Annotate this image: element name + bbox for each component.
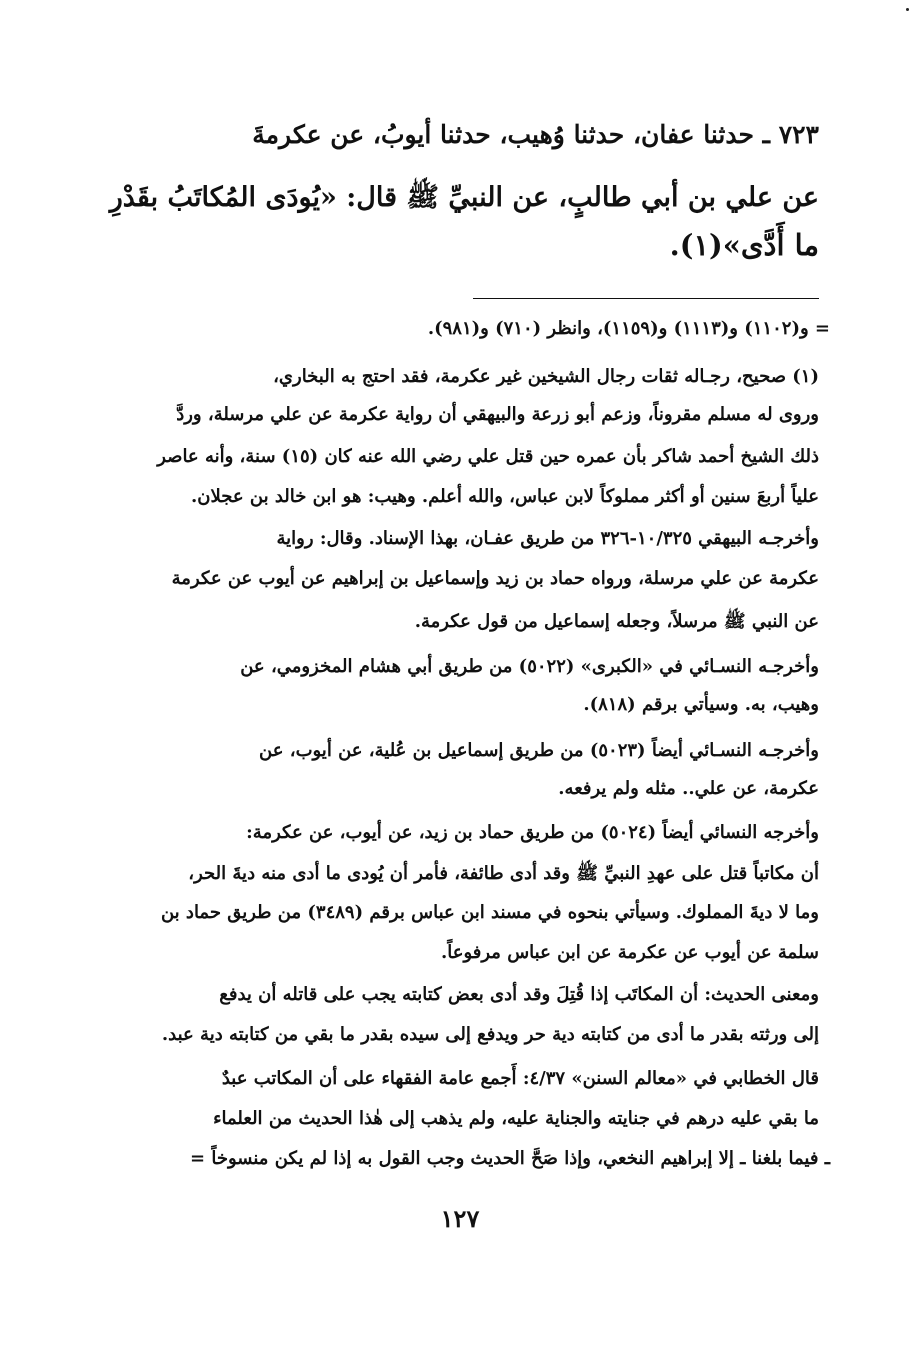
- footnote-line: عكرمة عن علي مرسلة، ورواه حماد بن زيد وإسماعيل بن إبراهيم عن أيوب عن عكرمة: [171, 568, 819, 589]
- hadith-line-3: ما أَدَّى»(١).: [669, 228, 819, 262]
- hadith-line-1: ٧٢٣ ـ حدثنا عفان، حدثنا وُهيب، حدثنا أيوبُ، عن عكرمةَ: [252, 120, 819, 149]
- footnote-line: ما بقي عليه درهم في جنايته والجناية عليه، ولم يذهب إلى هٰذا الحديث من العلماء: [213, 1108, 819, 1129]
- footnote-line: إلى ورثته بقدر ما أدى من كتابته دية حر ويدفع إلى سيده بقدر ما بقي من كتابته دية عبد.: [161, 1024, 819, 1045]
- footnote-line: سلمة عن أيوب عن عكرمة عن ابن عباس مرفوعاً.: [440, 942, 819, 963]
- footnote-line: أن مكاتباً قتل على عهدِ النبيِّ ﷺ وقد أدى طائفة، فأمر أن يُودى ما أدى منه ديةَ الحر،: [188, 863, 819, 884]
- footnote-line: ـ فيما بلغنا ـ إلا إبراهيم النخعي، وإذا صَحَّ الحديث وجب القول به إذا لم يكن منسوخاً =: [190, 1148, 830, 1169]
- footnote-line: وأخرجـه البيهقي ١٠/٣٢٥-٣٢٦ من طريق عفـان، بهذا الإسناد. وقال: رواية: [276, 528, 819, 549]
- footnote-line: قال الخطابي في «معالم السنن» ٤/٣٧: أَجمع عامة الفقهاء على أن المكاتب عبدٌ: [221, 1068, 819, 1089]
- page-number: ١٢٧: [440, 1204, 480, 1233]
- scan-speck: [906, 8, 909, 11]
- footnote-line: علياً أربعَ سنين أو أكثر مملوكاً لابن عباس، والله أعلم. وهيب: هو ابن خالد بن عجلان.: [191, 486, 819, 507]
- footnote-line: ذلك الشيخ أحمد شاكر بأن عمره حين قتل علي رضي الله عنه كان (١٥) سنة، وأنه عاصر: [157, 446, 819, 467]
- footnote-line: عن النبي ﷺ مرسلاً، وجعله إسماعيل من قول عكرمة.: [414, 611, 819, 632]
- footnote-line: وأخرجـه النسـائي أيضاً (٥٠٢٣) من طريق إسماعيل بن عُلية، عن أيوب، عن: [259, 740, 819, 761]
- footnote-line: ومعنى الحديث: أن المكاتَب إذا قُتِلَ وقد أدى بعض كتابته يجب على قاتله أن يدفع: [219, 984, 819, 1005]
- footnote-line: وهيب، به. وسيأتي برقم (٨١٨).: [583, 694, 819, 715]
- footnote-line: وروى له مسلم مقروناً، وزعم أبو زرعة والبيهقي أن رواية عكرمة عن علي مرسلة، وردَّ: [176, 404, 819, 425]
- footnote-separator: [473, 298, 819, 299]
- footnote-line: وما لا ديةَ المملوك. وسيأتي بنحوه في مسند ابن عباس برقم (٣٤٨٩) من طريق حماد بن: [160, 902, 819, 923]
- footnote-line: عكرمة، عن علي.. مثله ولم يرفعه.: [558, 778, 819, 799]
- footnote-line: وأخرجـه النسـائي في «الكبرى» (٥٠٢٢) من طريق أبي هشام المخزومي، عن: [240, 656, 819, 677]
- footnote-continuation: = و(١١٠٢) و(١١١٣) و(١١٥٩)، وانظر (٧١٠) و(٩٨١).: [427, 318, 830, 339]
- hadith-line-2: عن علي بن أبي طالبٍ، عن النبيِّ ﷺ قال: «يُودَى المُكاتَبُ بقَدْرِ: [109, 182, 819, 213]
- footnote-line: وأخرجه النسائي أيضاً (٥٠٢٤) من طريق حماد بن زيد، عن أيوب، عن عكرمة:: [246, 822, 819, 843]
- footnote-line: (١) صحيح، رجـاله ثقات رجال الشيخين غير عكرمة، فقد احتج به البخاري،: [273, 366, 819, 387]
